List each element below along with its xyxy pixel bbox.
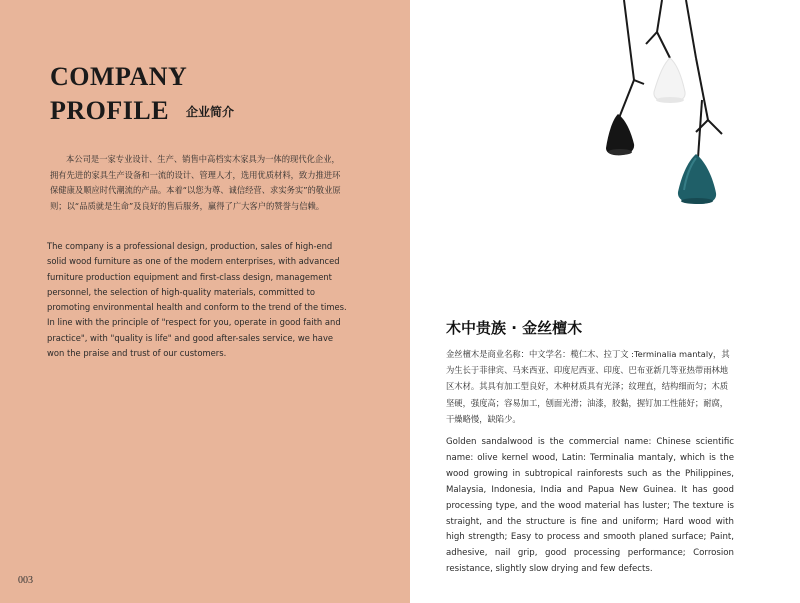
section-title: 木中贵族 · 金丝檀木 [446,319,583,337]
page-number: 003 [18,575,33,586]
title-line-1: COMPANY [50,62,188,91]
wood-description-english: Golden sandalwood is the commercial name: Chinese scientific name: olive kernel wood, Latin: Terminalia mantaly, which is the wood growing in subtropical rainforests such as the Philippines, Malaysia, Indonesia, India and Papua New Guinea. It has good processing type, and the wood material has luster; The texture is straight, and the structure is fine and uniform; Hard wood with high strength; Easy to process and smooth planed surface; Paint, adhesive, nail grip, good processing performance; Corrosion resistance, slightly slow drying and few defects. [446,437,734,575]
title-line-2: PROFILE [50,96,170,125]
intro-paragraph-english: The company is a professional design, production, sales of high-end solid wood furniture as one of the modern enterprises, with advanced furniture production equipment and first-class design, management personnel, the selection of high-quality materials, committed to promoting environmental health and conform to the trend of the times. In line with the principle of "respect for you, operate in good faith and practice", with "quality is life" and good after-sales service, we have won the praise and trust of our customers. [47,241,347,359]
wood-description-chinese: 金丝檀木是商业名称：中文学名：榄仁木、拉丁文 :Terminalia mantaly，其为生长于菲律宾、马来西亚、印度尼西亚、印度、巴布亚新几等亚热带雨林地区木材。其具有加工型良好，木种材质具有光泽；纹理直，结构细而匀；木质坚硬，强度高；容易加工，刨面光滑；油漆，胶黏，握钉加工性能好；耐腐，干燥略慢，缺陷少。 [446,349,730,424]
subtitle-chinese: 企业简介 [186,105,235,119]
pendant-lamps-photo [590,0,740,215]
pendant-lamps-icon [590,0,740,215]
intro-paragraph-chinese: 本公司是一家专业设计、生产、销售中高档实木家具为一体的现代化企业，拥有先进的家具生产设备和一流的设计、管理人才，选用优质材料，致力推进环保健康及顺应时代潮流的产品。本着“以您为尊、诚信经营、求实务实”的敬业原则；以“品质就是生命”及良好的售后服务，赢得了广大客户的赞誉与信赖。 [50,154,341,211]
